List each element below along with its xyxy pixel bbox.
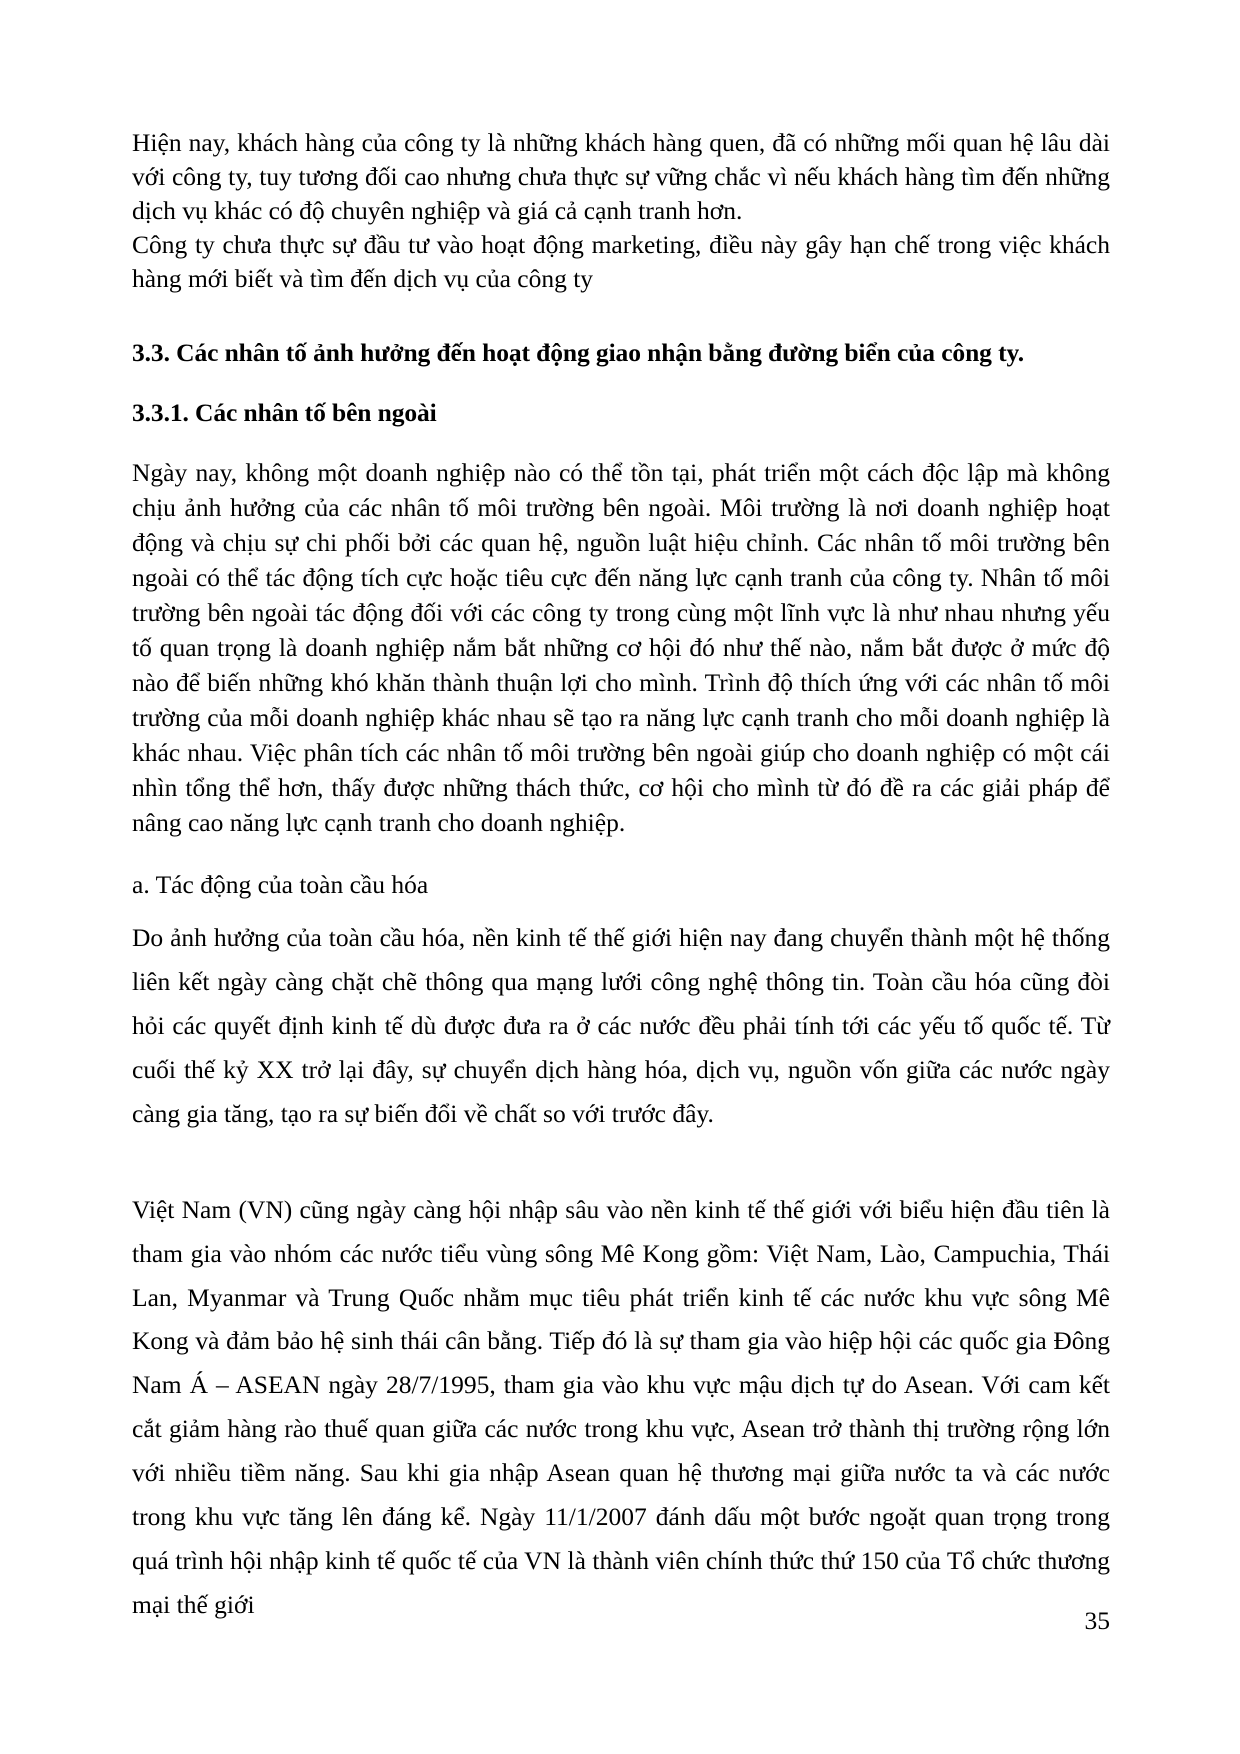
section-heading-3-3-1: 3.3.1. Các nhân tố bên ngoài xyxy=(132,397,437,427)
vietnam-integration-paragraph: Việt Nam (VN) cũng ngày càng hội nhập sâu vào nền kinh tế thế giới với biểu hiện đầu tiên là tham gia vào nhóm các nước tiểu vùng sông Mê Kong gồm: Việt Nam, Lào, Campuchia, Thái Lan, Myanmar và Trung Quốc nhằm mục tiêu phát triển kinh tế các nước khu vực sông Mê Kong và đảm bảo hệ sinh thái cân bằng. Tiếp đó là sự tham gia vào hiệp hội các quốc gia Đông Nam Á – ASEAN ngày 28/7/1995, tham gia vào khu vực mậu dịch tự do Asean. Với cam kết cắt giảm hàng rào thuế quan giữa các nước trong khu vực, Asean trở thành thị trường rộng lớn với nhiều tiềm năng. Sau khi gia nhập Asean quan hệ thương mại giữa nước ta và các nước trong khu vực tăng lên đáng kể. Ngày 11/1/2007 đánh dấu một bước ngoặt quan trọng trong quá trình hội nhập kinh tế quốc tế của VN là thành viên chính thức thứ 150 của Tổ chức thương mại thế giới xyxy=(132,1194,1110,1619)
subheading-a-globalization: a. Tác động của toàn cầu hóa xyxy=(132,869,429,899)
spacer xyxy=(132,430,1110,456)
spacer xyxy=(132,903,1110,916)
intro-paragraph-1: Hiện nay, khách hàng của công ty là những khách hàng quen, đã có những mối quan hệ lâu dài với công ty, tuy tương đối cao nhưng chưa thực sự vững chắc vì nếu khách hàng tìm đến những dịch vụ khác có độ chuyên nghiệp và giá cả cạnh tranh hơn. xyxy=(132,128,1110,225)
spacer xyxy=(132,296,1110,336)
page-number: 35 xyxy=(1084,1606,1110,1635)
intro-paragraph-2: Công ty chưa thực sự đầu tư vào hoạt động marketing, điều này gây hạn chế trong việc khách hàng mới biết và tìm đến dịch vụ của công ty xyxy=(132,229,1110,293)
globalization-paragraph: Do ảnh hưởng của toàn cầu hóa, nền kinh tế thế giới hiện nay đang chuyển thành một hệ thống liên kết ngày càng chặt chẽ thông qua mạng lưới công nghệ thông tin. Toàn cầu hóa cũng đòi hỏi các quyết định kinh tế dù được đưa ra ở các nước đều phải tính tới các yếu tố quốc tế. Từ cuối thế kỷ XX trở lại đây, sự chuyển dịch hàng hóa, dịch vụ, nguồn vốn giữa các nước ngày càng gia tăng, tạo ra sự biến đổi về chất so với trước đây. xyxy=(132,923,1110,1128)
page-content xyxy=(132,126,1110,1626)
spacer xyxy=(132,1136,1110,1188)
section-heading-3-3: 3.3. Các nhân tố ảnh hưởng đến hoạt động giao nhận bằng đường biển của công ty. xyxy=(132,337,1024,367)
spacer xyxy=(132,370,1110,396)
intro-block xyxy=(132,126,1110,296)
spacer xyxy=(132,841,1110,867)
external-factors-paragraph: Ngày nay, không một doanh nghiệp nào có thể tồn tại, phát triển một cách độc lập mà không chịu ảnh hưởng của các nhân tố môi trường bên ngoài. Môi trường là nơi doanh nghiệp hoạt động và chịu sự chi phối bởi các quan hệ, nguồn luật hiệu chỉnh. Các nhân tố môi trường bên ngoài có thể tác động tích cực hoặc tiêu cực đến năng lực cạnh tranh của công ty. Nhân tố môi trường bên ngoài tác động đối với các công ty trong cùng một lĩnh vực là như nhau nhưng yếu tố quan trọng là doanh nghiệp nắm bắt những cơ hội đó như thế nào, nắm bắt được ở mức độ nào để biến những khó khăn thành thuận lợi cho mình. Trình độ thích ứng với các nhân tố môi trường của mỗi doanh nghiệp khác nhau sẽ tạo ra năng lực cạnh tranh cho mỗi doanh nghiệp là khác nhau. Việc phân tích các nhân tố môi trường bên ngoài giúp cho doanh nghiệp có một cái nhìn tổng thể hơn, thấy được những thách thức, cơ hội cho mình từ đó đề ra các giải pháp để nâng cao năng lực cạnh tranh cho doanh nghiệp. xyxy=(132,458,1110,837)
